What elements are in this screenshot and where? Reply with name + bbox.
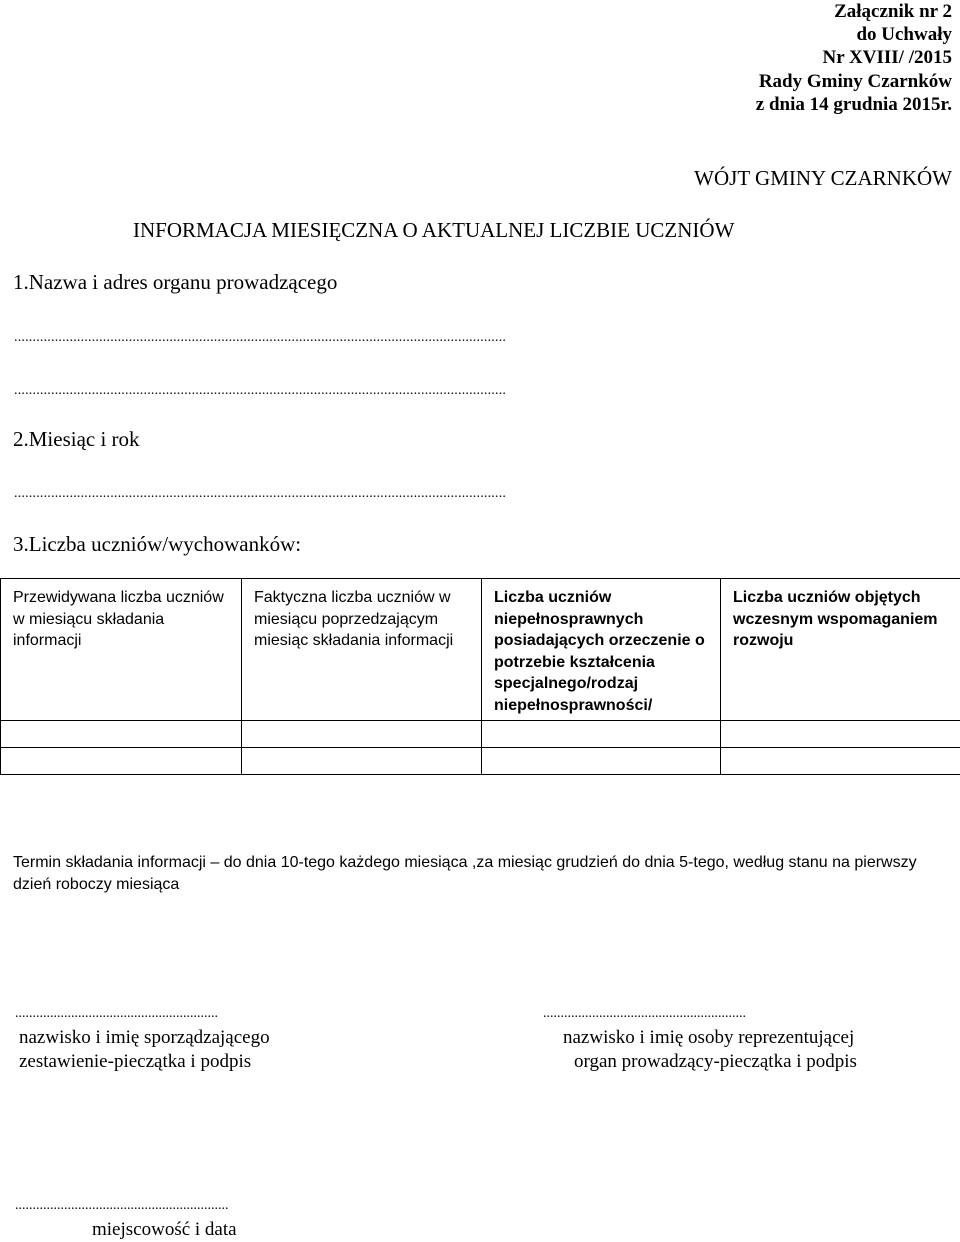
attachment-line-2: do Uchwały — [856, 24, 952, 46]
section-2-label: 2.Miesiąc i rok — [13, 427, 140, 451]
document-heading: INFORMACJA MIESIĘCZNA O AKTUALNEJ LICZBIE UCZNIÓW — [133, 218, 735, 242]
table-cell[interactable] — [721, 721, 960, 748]
section-3-label: 3.Liczba uczniów/wychowanków: — [13, 532, 302, 556]
right-signature-line[interactable]: .......................................................... — [543, 1006, 746, 1021]
section-2-field-line[interactable]: ..................................................................................................................................... — [14, 486, 507, 501]
section-1-label: 1.Nazwa i adres organu prowadzącego — [13, 270, 338, 294]
place-date-caption: miejscowość i data — [92, 1219, 237, 1240]
table-row — [1, 721, 960, 748]
table-header-row — [1, 579, 960, 721]
table-row — [1, 748, 960, 775]
table-header-actual-count: Faktyczna liczba uczniów w miesiącu poprzedzającym miesiąc składania informacji — [242, 579, 482, 721]
table-cell[interactable] — [482, 721, 721, 748]
table-header-expected-count: Przewidywana liczba uczniów w miesiącu składania informacji — [1, 579, 242, 721]
table-cell[interactable] — [721, 748, 960, 775]
right-signature-caption-2: organ prowadzący-pieczątka i podpis — [574, 1051, 857, 1072]
table-cell[interactable] — [242, 748, 482, 775]
authority-title: WÓJT GMINY CZARNKÓW — [694, 166, 952, 190]
table-cell[interactable] — [482, 748, 721, 775]
section-1-field-line-2[interactable]: ..................................................................................................................................... — [14, 383, 507, 398]
table-cell[interactable] — [1, 748, 242, 775]
attachment-line-5: z dnia 14 grudnia 2015r. — [755, 93, 952, 115]
attachment-block — [756, 0, 952, 116]
left-signature-caption-1: nazwisko i imię sporządzającego — [19, 1027, 270, 1048]
table-header-disabled-students: Liczba uczniów niepełnosprawnych posiadających orzeczenie o potrzebie kształcenia specjalnego/rodzaj niepełnosprawności/ — [482, 579, 721, 721]
table-cell[interactable] — [242, 721, 482, 748]
attachment-line-1: Załącznik nr 2 — [834, 1, 952, 22]
submission-deadline-note: Termin składania informacji – do dnia 10-tego każdego miesiąca ,za miesiąc grudzień do dnia 5-tego, według stanu na pierwszy dzień roboczy miesiąca — [13, 854, 917, 893]
place-date-line[interactable]: ............................................................. — [15, 1198, 229, 1213]
left-signature-caption-2: zestawienie-pieczątka i podpis — [19, 1051, 252, 1072]
table-cell[interactable] — [1, 721, 242, 748]
attachment-line-4: Rady Gminy Czarnków — [758, 70, 952, 92]
attachment-line-3: Nr XVIII/ /2015 — [822, 47, 952, 69]
section-1-field-line-1[interactable]: ..................................................................................................................................... — [14, 330, 507, 345]
table-header-early-support: Liczba uczniów objętych wczesnym wspomaganiem rozwoju — [721, 579, 960, 721]
student-count-table — [0, 578, 960, 775]
left-signature-line[interactable]: .......................................................... — [15, 1006, 218, 1021]
right-signature-caption-1: nazwisko i imię osoby reprezentującej — [563, 1027, 855, 1048]
